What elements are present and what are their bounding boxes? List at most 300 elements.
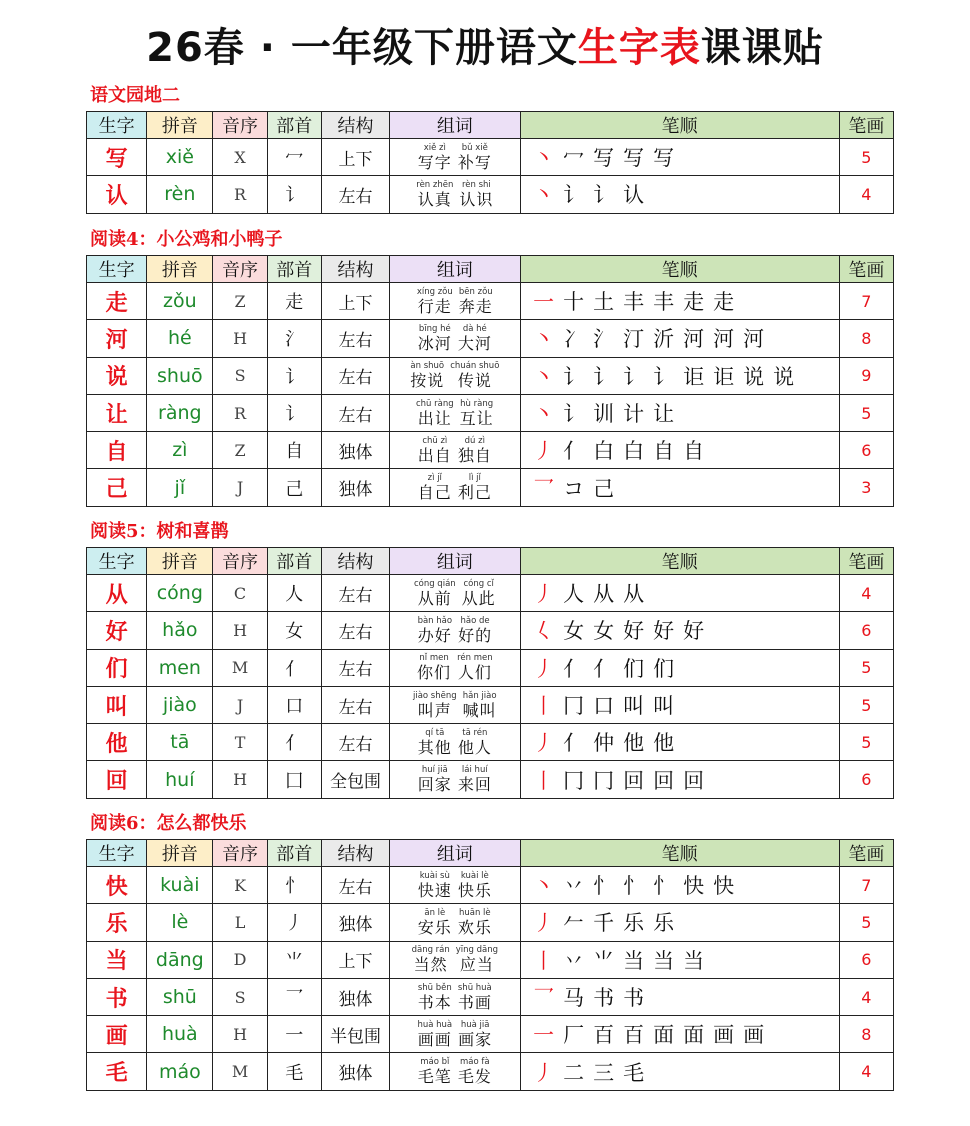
word-text: 喊叫 xyxy=(462,700,497,720)
initial-letter-cell: S xyxy=(213,357,267,394)
stroke-count-cell: 6 xyxy=(839,432,893,469)
stroke-glyph: 河 xyxy=(683,327,705,352)
structure-cell: 左右 xyxy=(321,176,389,213)
table-row xyxy=(87,612,894,649)
structure-cell: 左右 xyxy=(321,320,389,357)
stroke-glyph: 丶 xyxy=(533,146,555,171)
stroke-order-cell xyxy=(520,1016,839,1053)
stroke-step xyxy=(559,179,589,209)
initial-letter-cell: R xyxy=(213,394,267,431)
structure-cell: 左右 xyxy=(321,724,389,761)
word-pair xyxy=(456,946,498,973)
stroke-glyph: 画 xyxy=(743,1023,765,1048)
header-order: 音序 xyxy=(213,548,267,575)
radical-cell: 口 xyxy=(267,686,321,723)
header-char: 生字 xyxy=(87,548,147,575)
stroke-step xyxy=(619,727,649,757)
stroke-glyph: 丶 xyxy=(533,874,555,899)
stroke-glyph: 讵 xyxy=(713,364,735,389)
header-strokes: 笔顺 xyxy=(520,256,839,283)
word-pinyin: hù ràng xyxy=(460,398,494,409)
words-cell xyxy=(390,941,520,978)
radical-cell: 一 xyxy=(267,1016,321,1053)
words-cell xyxy=(390,1053,520,1090)
structure-cell: 左右 xyxy=(321,612,389,649)
structure-cell: 半包围 xyxy=(321,1016,389,1053)
character-cell: 写 xyxy=(87,139,147,176)
stroke-glyph: 忄 xyxy=(593,874,615,899)
stroke-count-cell: 9 xyxy=(839,357,893,394)
word-text: 从此 xyxy=(461,588,496,608)
word-text: 他人 xyxy=(457,737,492,757)
word-text: 认识 xyxy=(459,189,494,209)
word-pair xyxy=(418,144,452,171)
stroke-step xyxy=(589,690,619,720)
word-text: 办好 xyxy=(417,625,452,645)
word-pinyin: yīng dāng xyxy=(455,945,499,956)
header-radical: 部首 xyxy=(267,256,321,283)
initial-letter-cell: K xyxy=(213,867,267,904)
stroke-step xyxy=(619,361,649,391)
stroke-glyph: 冫 xyxy=(563,327,585,352)
character-cell: 让 xyxy=(87,394,147,431)
stroke-step xyxy=(559,653,589,683)
word-text: 按说 xyxy=(410,371,445,391)
word-text: 快速 xyxy=(417,880,452,900)
table-row xyxy=(87,761,894,798)
header-structure: 结构 xyxy=(321,112,389,139)
initial-letter-cell: X xyxy=(213,139,267,176)
initial-letter-cell: S xyxy=(213,978,267,1015)
stroke-step xyxy=(559,982,589,1012)
stroke-step xyxy=(529,982,559,1012)
header-radical: 部首 xyxy=(267,840,321,867)
initial-letter-cell: J xyxy=(213,469,267,506)
word-pinyin: huà huà xyxy=(417,1019,453,1030)
radical-cell: 囗 xyxy=(267,761,321,798)
stroke-order-cell xyxy=(520,1053,839,1090)
header-row xyxy=(87,840,894,867)
stroke-step xyxy=(649,727,679,757)
radical-cell: 讠 xyxy=(267,394,321,431)
character-cell: 画 xyxy=(87,1016,147,1053)
stroke-glyph: 丿 xyxy=(533,731,555,756)
word-pinyin: qí tā xyxy=(425,727,445,738)
word-text: 认真 xyxy=(417,189,452,209)
word-pair xyxy=(418,1058,452,1085)
word-pair xyxy=(459,288,493,315)
stroke-glyph: 亻 xyxy=(593,656,615,681)
header-order: 音序 xyxy=(213,112,267,139)
stroke-glyph: 河 xyxy=(743,327,765,352)
stroke-glyph: 氵 xyxy=(593,327,615,352)
radical-cell: 乛 xyxy=(267,978,321,1015)
radical-cell: 毛 xyxy=(267,1053,321,1090)
stroke-step xyxy=(589,653,619,683)
word-pair xyxy=(418,325,452,352)
word-text: 书本 xyxy=(417,992,452,1012)
words-cell xyxy=(390,904,520,941)
word-pair xyxy=(414,580,456,607)
header-strokes: 笔顺 xyxy=(520,548,839,575)
stroke-step xyxy=(529,142,559,172)
radical-cell: 亻 xyxy=(267,649,321,686)
word-text: 你们 xyxy=(417,663,452,683)
word-pair xyxy=(416,400,454,427)
page-title-prefix: 26春 · 一年级下册语文 xyxy=(146,25,578,71)
pinyin-cell: shū xyxy=(147,978,213,1015)
stroke-glyph: 快 xyxy=(683,874,705,899)
stroke-glyph: 丶 xyxy=(533,183,555,208)
pinyin-cell: zǒu xyxy=(147,283,213,320)
stroke-count-cell: 4 xyxy=(839,978,893,1015)
stroke-step xyxy=(619,615,649,645)
character-cell: 河 xyxy=(87,320,147,357)
stroke-step xyxy=(559,945,589,975)
stroke-step xyxy=(649,945,679,975)
stroke-step xyxy=(589,361,619,391)
word-pair xyxy=(463,692,497,719)
stroke-glyph: 叫 xyxy=(653,694,675,719)
stroke-step xyxy=(589,286,619,316)
stroke-step xyxy=(589,1019,619,1049)
stroke-glyph: 书 xyxy=(623,986,645,1011)
stroke-glyph: 回 xyxy=(683,768,705,793)
stroke-glyph: 讠 xyxy=(623,364,645,389)
table-row xyxy=(87,686,894,723)
stroke-step xyxy=(589,398,619,428)
stroke-order-cell xyxy=(520,283,839,320)
initial-letter-cell: H xyxy=(213,761,267,798)
pinyin-cell: zì xyxy=(147,432,213,469)
table-row xyxy=(87,978,894,1015)
stroke-glyph: 丷 xyxy=(563,948,585,973)
word-text: 人们 xyxy=(457,663,492,683)
word-text: 行走 xyxy=(417,296,452,316)
stroke-step xyxy=(559,398,589,428)
stroke-step xyxy=(679,615,709,645)
stroke-count-cell: 5 xyxy=(839,649,893,686)
stroke-glyph: 丿 xyxy=(533,656,555,681)
stroke-glyph: 𡿨 xyxy=(533,619,555,644)
structure-cell: 上下 xyxy=(321,139,389,176)
word-pinyin: rèn shi xyxy=(461,179,491,190)
stroke-step xyxy=(529,765,559,795)
stroke-step xyxy=(589,982,619,1012)
initial-letter-cell: T xyxy=(213,724,267,761)
stroke-glyph: 自 xyxy=(683,439,705,464)
stroke-step xyxy=(769,361,799,391)
word-text: 欢乐 xyxy=(457,917,492,937)
stroke-step xyxy=(589,765,619,795)
pinyin-cell: tā xyxy=(147,724,213,761)
stroke-order-cell xyxy=(520,867,839,904)
header-char: 生字 xyxy=(87,112,147,139)
table-row xyxy=(87,432,894,469)
header-strokes: 笔顺 xyxy=(520,840,839,867)
stroke-glyph: 丿 xyxy=(533,582,555,607)
word-pinyin: rén men xyxy=(457,653,493,664)
stroke-step xyxy=(619,870,649,900)
word-pair xyxy=(458,474,492,501)
pinyin-cell: dāng xyxy=(147,941,213,978)
stroke-step xyxy=(619,179,649,209)
word-pair xyxy=(458,872,492,899)
stroke-step xyxy=(559,1057,589,1087)
stroke-glyph: コ xyxy=(563,476,585,501)
word-pair xyxy=(418,617,453,644)
word-pair xyxy=(458,909,492,936)
stroke-step xyxy=(529,179,559,209)
stroke-order-cell xyxy=(520,941,839,978)
word-pair xyxy=(413,692,457,719)
stroke-glyph: 人 xyxy=(563,582,585,607)
stroke-step xyxy=(709,361,739,391)
stroke-glyph: 乐 xyxy=(623,911,645,936)
stroke-step xyxy=(649,1019,679,1049)
stroke-step xyxy=(559,727,589,757)
word-pinyin: dà hé xyxy=(462,323,487,334)
stroke-glyph: 当 xyxy=(623,948,645,973)
stroke-count-cell: 5 xyxy=(839,394,893,431)
word-text: 安乐 xyxy=(417,917,452,937)
word-text: 来回 xyxy=(457,775,492,795)
structure-cell: 独体 xyxy=(321,1053,389,1090)
character-cell: 们 xyxy=(87,649,147,686)
word-pair xyxy=(418,766,452,793)
stroke-glyph: 一 xyxy=(533,290,555,315)
table-row xyxy=(87,1016,894,1053)
word-pair xyxy=(458,1021,492,1048)
header-structure: 结构 xyxy=(321,548,389,575)
stroke-order-cell xyxy=(520,469,839,506)
word-text: 快乐 xyxy=(457,880,492,900)
stroke-glyph: 叫 xyxy=(623,694,645,719)
word-text: 画家 xyxy=(458,1029,493,1049)
word-pinyin: xíng zǒu xyxy=(416,286,453,297)
stroke-glyph: 他 xyxy=(623,731,645,756)
stroke-step xyxy=(559,870,589,900)
stroke-step xyxy=(589,578,619,608)
structure-cell: 全包围 xyxy=(321,761,389,798)
stroke-step xyxy=(679,870,709,900)
stroke-count-cell: 6 xyxy=(839,941,893,978)
stroke-step xyxy=(559,615,589,645)
radical-cell: ⺌ xyxy=(267,941,321,978)
structure-cell: 上下 xyxy=(321,941,389,978)
header-pinyin: 拼音 xyxy=(147,548,213,575)
header-radical: 部首 xyxy=(267,548,321,575)
stroke-glyph: 冂 xyxy=(593,768,615,793)
header-char: 生字 xyxy=(87,840,147,867)
stroke-step xyxy=(529,870,559,900)
stroke-step xyxy=(589,142,619,172)
stroke-count-cell: 5 xyxy=(839,139,893,176)
stroke-step xyxy=(709,323,739,353)
word-pinyin: dú zì xyxy=(464,435,485,446)
table-row xyxy=(87,357,894,394)
pinyin-cell: máo xyxy=(147,1053,213,1090)
stroke-count-cell: 3 xyxy=(839,469,893,506)
stroke-step xyxy=(619,1019,649,1049)
word-pinyin: lì jǐ xyxy=(468,473,481,484)
section-title: 语文园地二 xyxy=(90,85,180,106)
structure-cell: 左右 xyxy=(321,686,389,723)
table-row xyxy=(87,904,894,941)
structure-cell: 左右 xyxy=(321,867,389,904)
stroke-glyph: 丰 xyxy=(653,290,675,315)
stroke-step xyxy=(619,982,649,1012)
stroke-step xyxy=(649,765,679,795)
word-pinyin: kuài lè xyxy=(460,870,489,881)
word-text: 从前 xyxy=(417,588,452,608)
stroke-step xyxy=(589,945,619,975)
vocab-table xyxy=(86,839,894,1091)
stroke-step xyxy=(679,1019,709,1049)
stroke-order-cell xyxy=(520,724,839,761)
stroke-step xyxy=(589,1057,619,1087)
pinyin-cell: jiào xyxy=(147,686,213,723)
table-row xyxy=(87,394,894,431)
stroke-glyph: 厂 xyxy=(563,1023,585,1048)
stroke-step xyxy=(559,286,589,316)
structure-cell: 上下 xyxy=(321,283,389,320)
radical-cell: 女 xyxy=(267,612,321,649)
character-cell: 乐 xyxy=(87,904,147,941)
stroke-glyph: 们 xyxy=(653,656,675,681)
stroke-step xyxy=(559,473,589,503)
word-pair xyxy=(418,872,452,899)
stroke-step xyxy=(709,1019,739,1049)
stroke-glyph: 丿 xyxy=(533,1060,555,1085)
stroke-count-cell: 5 xyxy=(839,686,893,723)
initial-letter-cell: R xyxy=(213,176,267,213)
stroke-glyph: 乛 xyxy=(533,986,555,1011)
stroke-step xyxy=(559,323,589,353)
stroke-step xyxy=(529,1019,559,1049)
stroke-step xyxy=(679,286,709,316)
pinyin-cell: rèn xyxy=(147,176,213,213)
stroke-step xyxy=(529,361,559,391)
word-pair xyxy=(458,1058,492,1085)
words-cell xyxy=(390,724,520,761)
character-cell: 自 xyxy=(87,432,147,469)
word-pair xyxy=(458,144,492,171)
word-text: 毛笔 xyxy=(417,1067,452,1087)
stroke-glyph: 讠 xyxy=(653,364,675,389)
initial-letter-cell: H xyxy=(213,320,267,357)
radical-cell: 己 xyxy=(267,469,321,506)
header-strokes: 笔顺 xyxy=(520,112,839,139)
stroke-glyph: 讠 xyxy=(563,364,585,389)
stroke-glyph: 冖 xyxy=(563,146,585,171)
word-pinyin: huà jiā xyxy=(460,1019,490,1030)
stroke-step xyxy=(649,615,679,645)
radical-cell: 走 xyxy=(267,283,321,320)
initial-letter-cell: C xyxy=(213,575,267,612)
word-pinyin: nǐ men xyxy=(419,653,449,664)
stroke-order-cell xyxy=(520,575,839,612)
pinyin-cell: ràng xyxy=(147,394,213,431)
words-cell xyxy=(390,139,520,176)
table-row xyxy=(87,867,894,904)
stroke-step xyxy=(739,1019,769,1049)
word-pair xyxy=(458,984,492,1011)
stroke-step xyxy=(589,435,619,465)
stroke-glyph: 认 xyxy=(623,183,645,208)
words-cell xyxy=(390,176,520,213)
stroke-glyph: 说 xyxy=(743,364,765,389)
stroke-glyph: 面 xyxy=(683,1023,705,1048)
word-pinyin: chū ràng xyxy=(415,398,454,409)
page-title-suffix: 课课贴 xyxy=(700,25,824,71)
table-row xyxy=(87,575,894,612)
initial-letter-cell: M xyxy=(213,649,267,686)
word-text: 冰河 xyxy=(417,333,452,353)
vocab-table xyxy=(86,547,894,799)
stroke-glyph: 女 xyxy=(593,619,615,644)
table-row xyxy=(87,320,894,357)
stroke-glyph: ⺌ xyxy=(593,948,615,973)
header-count: 笔画 xyxy=(839,840,893,867)
word-pinyin: ān lè xyxy=(424,907,446,918)
word-pair xyxy=(417,288,453,315)
stroke-step xyxy=(529,690,559,720)
stroke-glyph: 乛 xyxy=(533,476,555,501)
word-pinyin: àn shuō xyxy=(410,361,445,372)
word-pinyin: bàn hǎo xyxy=(417,615,453,626)
section-title: 阅读5：树和喜鹊 xyxy=(90,521,229,542)
stroke-glyph: 他 xyxy=(653,731,675,756)
vocab-table xyxy=(86,111,894,214)
stroke-glyph: 写 xyxy=(623,146,645,171)
stroke-glyph: 写 xyxy=(593,146,615,171)
stroke-glyph: 亻 xyxy=(563,656,585,681)
stroke-step xyxy=(739,323,769,353)
initial-letter-cell: Z xyxy=(213,283,267,320)
header-pinyin: 拼音 xyxy=(147,112,213,139)
stroke-glyph: 二 xyxy=(563,1060,585,1085)
word-text: 书画 xyxy=(457,992,492,1012)
stroke-glyph: 丶 xyxy=(533,327,555,352)
header-words: 组词 xyxy=(390,548,520,575)
stroke-glyph: 画 xyxy=(713,1023,735,1048)
stroke-glyph: 当 xyxy=(653,948,675,973)
stroke-order-cell xyxy=(520,394,839,431)
stroke-glyph: 走 xyxy=(713,290,735,315)
pinyin-cell: lè xyxy=(147,904,213,941)
character-cell: 他 xyxy=(87,724,147,761)
stroke-glyph: 丰 xyxy=(623,290,645,315)
stroke-step xyxy=(649,870,679,900)
stroke-step xyxy=(559,435,589,465)
stroke-step xyxy=(649,653,679,683)
stroke-glyph: 训 xyxy=(593,402,615,427)
structure-cell: 独体 xyxy=(321,978,389,1015)
word-pinyin: zì jǐ xyxy=(427,473,442,484)
word-pair xyxy=(417,654,451,681)
stroke-order-cell xyxy=(520,320,839,357)
word-pinyin: kuài sù xyxy=(419,870,450,881)
stroke-glyph: 己 xyxy=(593,476,615,501)
words-cell xyxy=(390,575,520,612)
header-pinyin: 拼音 xyxy=(147,256,213,283)
stroke-step xyxy=(619,435,649,465)
word-pair xyxy=(412,946,450,973)
word-pair xyxy=(458,325,492,352)
stroke-step xyxy=(619,653,649,683)
word-text: 大河 xyxy=(457,333,492,353)
